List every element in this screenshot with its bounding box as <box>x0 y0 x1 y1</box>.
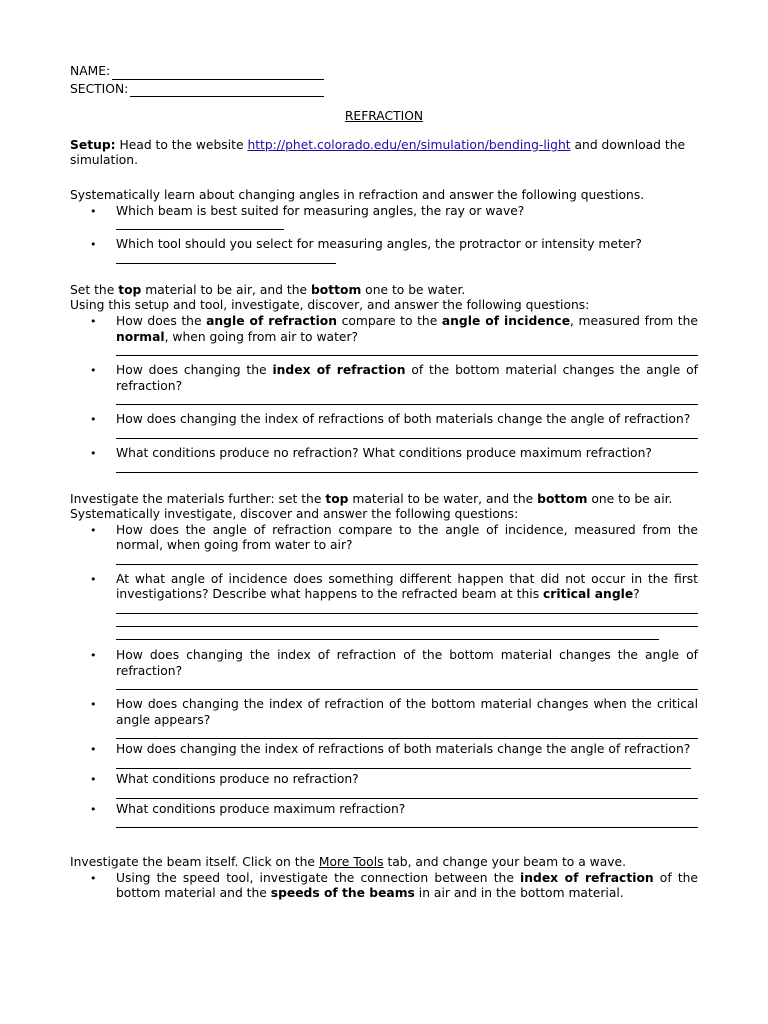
answer-line[interactable] <box>116 758 691 769</box>
list-item <box>70 412 698 439</box>
question-text: • Which beam is best suited for measuring angles, the ray or wave? <box>116 203 525 218</box>
answer-line[interactable] <box>116 219 284 230</box>
answer-line[interactable] <box>116 345 698 356</box>
list-item <box>70 446 698 473</box>
list-item <box>70 742 698 769</box>
question-text: • How does the angle of refraction compare to the angle of incidence, measured from the normal, when going from water to air? <box>116 522 698 553</box>
answer-line[interactable] <box>116 679 698 690</box>
list-item <box>70 204 698 231</box>
answer-line[interactable] <box>116 817 698 828</box>
question-text: • What conditions produce no refraction? <box>116 772 359 787</box>
list-item <box>70 363 698 405</box>
list-item <box>70 314 698 356</box>
part1-intro: Systematically learn about changing angles in refraction and answer the following questions. <box>70 187 645 202</box>
list-item <box>70 802 698 829</box>
part2-intro: Using this setup and tool, investigate, discover, and answer the following questions: <box>70 298 590 313</box>
question-text: • How does changing the index of refractions of both materials change the angle of refraction? <box>116 742 691 757</box>
part3-intro: Systematically investigate, discover and answer the following questions: <box>70 507 519 522</box>
part2-setup: Set the top material to be air, and the bottom one to be water. <box>70 282 466 297</box>
question-text: • How does changing the index of refraction of the bottom material changes the angle of refraction? <box>116 648 698 678</box>
worksheet <box>70 64 698 902</box>
list-item <box>70 523 698 565</box>
list-item <box>70 237 698 264</box>
answer-line[interactable] <box>116 616 698 627</box>
page-title: REFRACTION <box>344 109 424 124</box>
part3-setup: Investigate the materials further: set the top material to be water, and the bottom one to be air. <box>70 491 673 506</box>
question-text: • Using the speed tool, investigate the connection between the index of refraction of the bottom material and the speeds of the beams in air and in the bottom material. <box>116 870 698 901</box>
setup-text-pre: Head to the website <box>115 137 248 152</box>
question-text: • What conditions produce no refraction? What conditions produce maximum refraction? <box>116 445 652 460</box>
part3-questions <box>70 523 698 829</box>
list-item <box>70 772 698 799</box>
name-blank[interactable] <box>112 69 324 80</box>
more-tools-tab-ref: More Tools <box>318 855 384 870</box>
question-text: • Which tool should you select for measuring angles, the protractor or intensity meter? <box>116 237 642 252</box>
name-label: NAME: <box>70 64 111 78</box>
name-row <box>70 64 698 80</box>
answer-line[interactable] <box>116 462 698 473</box>
setup-label: Setup: <box>70 137 116 152</box>
list-item <box>70 572 698 640</box>
question-text: • How does the angle of refraction compare to the angle of incidence, measured from the normal, when going from air to water? <box>116 313 698 344</box>
question-text: • How does changing the index of refraction of the bottom material changes the angle of refraction? <box>116 363 698 393</box>
answer-line[interactable] <box>116 394 698 405</box>
question-text: • How does changing the index of refractions of both materials change the angle of refraction? <box>116 412 691 427</box>
part4-questions <box>70 871 698 902</box>
answer-line[interactable] <box>116 788 698 799</box>
setup-text-post: and download the simulation. <box>70 137 686 168</box>
list-item <box>70 871 698 902</box>
part2-questions <box>70 314 698 473</box>
question-text: • At what angle of incidence does something different happen that did not occur in the first investigations? Describe what happens to the refracted beam at this critical angle? <box>116 571 698 602</box>
answer-line[interactable] <box>116 728 698 739</box>
list-item <box>70 648 698 690</box>
answer-line[interactable] <box>116 629 659 640</box>
part1-questions <box>70 204 698 264</box>
section-label: SECTION: <box>70 81 129 96</box>
answer-line[interactable] <box>116 554 698 565</box>
question-text: • How does changing the index of refraction of the bottom material changes when the critical angle appears? <box>116 697 698 727</box>
part4-intro: Investigate the beam itself. Click on the More Tools tab, and change your beam to a wave. <box>70 855 627 870</box>
question-text: • What conditions produce maximum refraction? <box>116 801 406 816</box>
section-blank[interactable] <box>130 86 324 97</box>
setup-paragraph <box>70 138 698 169</box>
simulation-link[interactable]: http://phet.colorado.edu/en/simulation/bending-light <box>247 137 571 152</box>
answer-line[interactable] <box>116 253 336 264</box>
list-item <box>70 697 698 739</box>
answer-line[interactable] <box>116 428 698 439</box>
answer-line[interactable] <box>116 603 698 614</box>
section-row <box>70 82 698 98</box>
